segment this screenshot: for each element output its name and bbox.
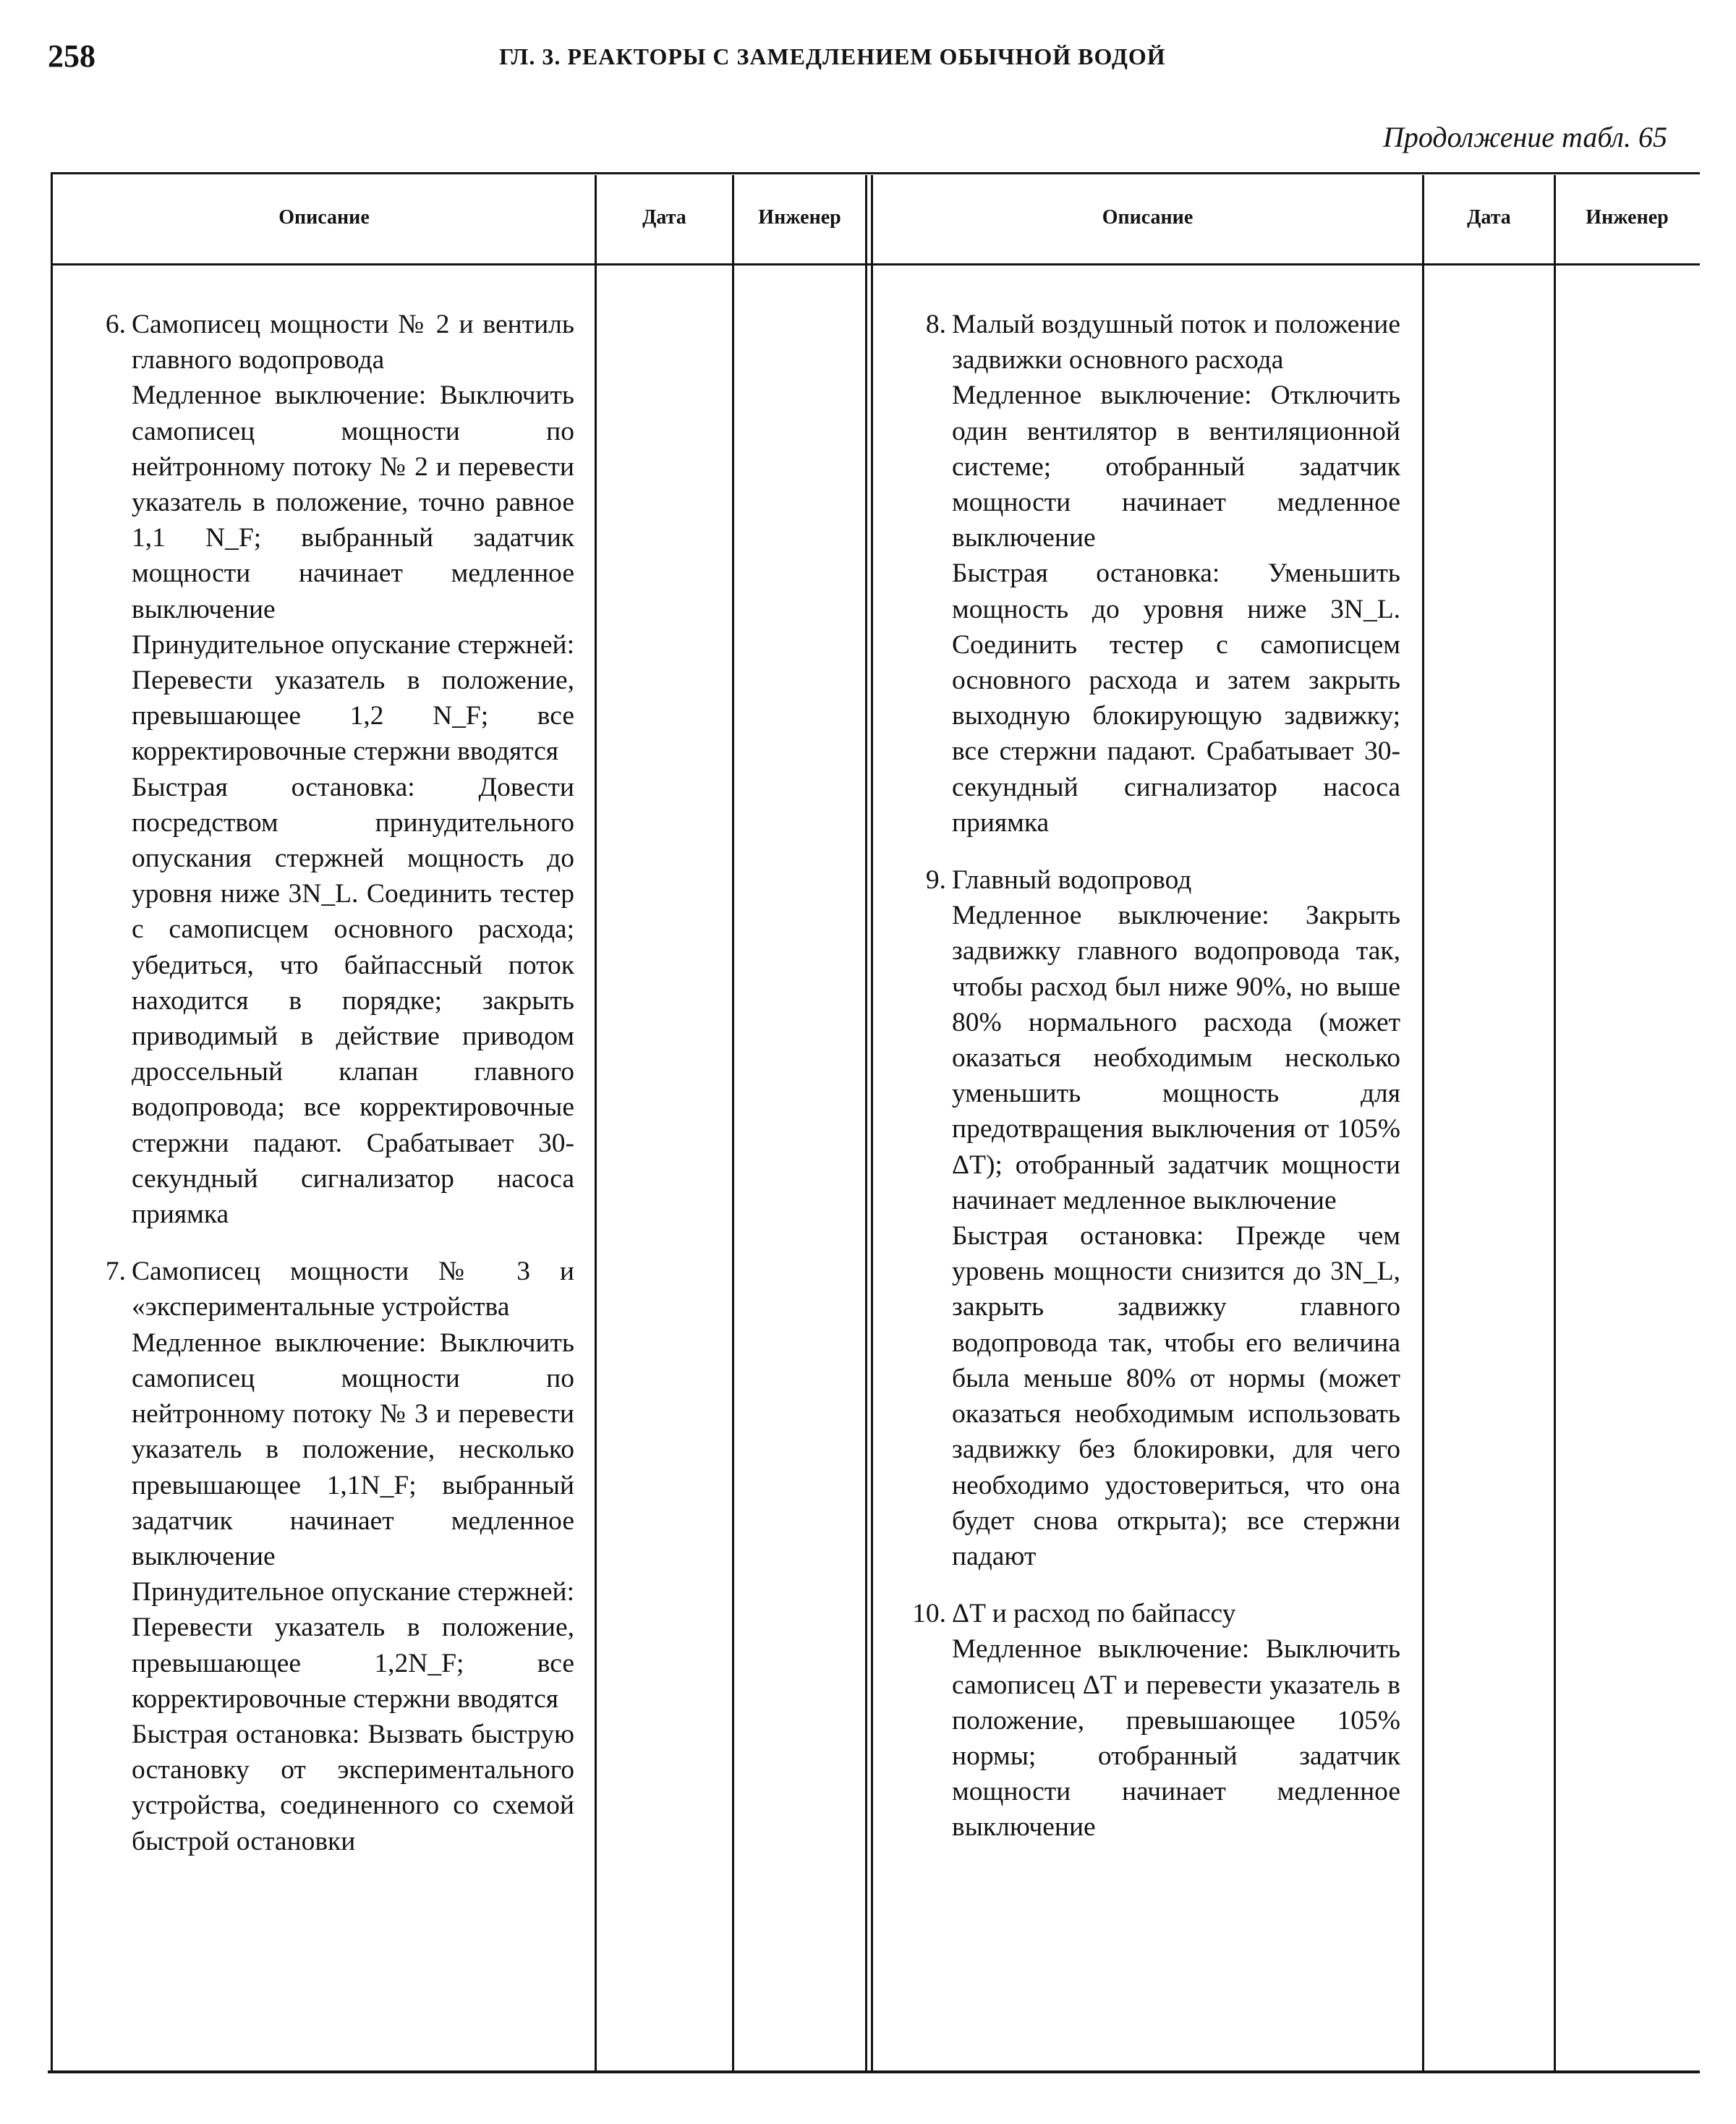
column-divider-date-engineer	[732, 175, 734, 2070]
item-title: ΔT и расход по байпассу	[952, 1599, 1236, 1629]
item-paragraph: Медленное выключение: Закрыть задвижку главного водопровода так, чтобы расход был ниже 90%, но выше 80% нормального расхода (может оказаться необходимым несколько уменьшить мощность для предотвращения выключения от 105% ΔT); отобранный задатчик мощности начинает медленное выключение	[952, 901, 1400, 1215]
table-bottom-rule	[48, 2070, 1700, 2073]
item-title: Самописец мощности № 2 и вентиль главного водопровода	[132, 310, 574, 375]
column-header-engineer-right: Инженер	[1586, 206, 1669, 229]
item-paragraph: Медленное выключение: Выключить самописец ΔT и перевести указатель в положение, превышающее 105% нормы; отобранный задатчик мощности начинает медленное выключение	[952, 1634, 1400, 1843]
table-item-9	[925, 862, 1400, 1574]
column-divider-date-engineer-right	[1554, 175, 1556, 2070]
left-description-column	[105, 307, 574, 1859]
item-paragraph: Медленное выключение: Отключить один вентилятор в вентиляционной системе; отобранный задатчик мощности начинает медленное выключение	[952, 381, 1400, 553]
item-paragraph: Быстрая остановка: Уменьшить мощность до уровня ниже 3N_L. Соединить тестер с самописцем основного расхода и затем закрыть выходную блокирующую задвижку; все стержни падают. Срабатывает 30-секундный сигнализатор насоса приямка	[952, 558, 1400, 838]
item-paragraph: Принудительное опускание стержней: Перевести указатель в положение, превышающее 1,2 N_F; все корректировочные стержни вводятся	[132, 629, 574, 767]
table-continuation-label: Продолжение табл. 65	[1382, 121, 1667, 153]
item-paragraph: Принудительное опускание стержней: Перевести указатель в положение, превышающее 1,2N_F; все корректировочные стержни вводятся	[132, 1577, 574, 1714]
column-divider-center-a	[865, 175, 867, 2070]
table-item-6	[105, 307, 574, 1232]
page-number: 258	[48, 38, 95, 74]
item-title: Малый воздушный поток и положение задвижки основного расхода	[952, 310, 1400, 375]
item-paragraph: Быстрая остановка: Вызвать быструю остановку от экспериментального устройства, соединенного со схемой быстрой остановки	[132, 1719, 574, 1856]
item-number: 6.	[105, 310, 126, 339]
column-header-date-right: Дата	[1467, 206, 1511, 229]
item-number: 9.	[925, 865, 946, 896]
item-number: 7.	[105, 1257, 126, 1287]
column-header-description-left: Описание	[278, 206, 370, 229]
column-header-description-right: Описание	[1102, 206, 1194, 229]
table-top-rule	[51, 172, 1700, 174]
table-left-border	[51, 172, 53, 2072]
table-item-10	[912, 1596, 1400, 1845]
item-paragraph: Медленное выключение: Выключить самописец мощности по нейтронному потоку № 3 и перевести указатель в положение, несколько превышающее 1,1N_F; выбранный задатчик начинает медленное выключение	[132, 1328, 574, 1571]
item-number: 8.	[925, 310, 946, 339]
column-header-date-left: Дата	[642, 206, 686, 229]
table-item-8	[925, 307, 1400, 841]
column-divider-description-date-right	[1422, 175, 1424, 2070]
item-number: 10.	[912, 1599, 946, 1629]
running-head: ГЛ. 3. РЕАКТОРЫ С ЗАМЕДЛЕНИЕМ ОБЫЧНОЙ ВОДОЙ	[499, 43, 1166, 69]
item-paragraph: Быстрая остановка: Довести посредством принудительного опускания стержней мощность до уровня ниже 3N_L. Соединить тестер с самописцем основного расхода; убедиться, что байпассный поток находится в порядке; закрыть приводимый в действие приводом дроссельный клапан главного водопровода; все корректировочные стержни падают. Срабатывает 30-секундный сигнализатор насоса приямка	[132, 772, 574, 1230]
item-title: Самописец мощности № 3 и «экспериментальные устройства	[132, 1257, 574, 1322]
item-paragraph: Быстрая остановка: Прежде чем уровень мощности снизится до 3N_L, закрыть задвижку главного водопровода так, чтобы его величина была меньше 80% от нормы (может оказаться необходимым использовать задвижку без блокировки, для чего необходимо удостовериться, что она будет снова открыта); все стержни падают	[952, 1221, 1400, 1571]
column-header-engineer-left: Инженер	[758, 206, 841, 229]
table-header-rule	[51, 263, 1700, 266]
column-divider-description-date	[595, 175, 597, 2070]
item-paragraph: Медленное выключение: Выключить самописец мощности по нейтронному потоку № 2 и перевести указатель в положение, точно равное 1,1 N_F; выбранный задатчик мощности начинает медленное выключение	[132, 381, 574, 624]
column-divider-center-b	[871, 175, 873, 2070]
table-item-7	[105, 1254, 574, 1858]
right-description-column	[912, 307, 1400, 1845]
item-title: Главный водопровод	[952, 865, 1192, 896]
